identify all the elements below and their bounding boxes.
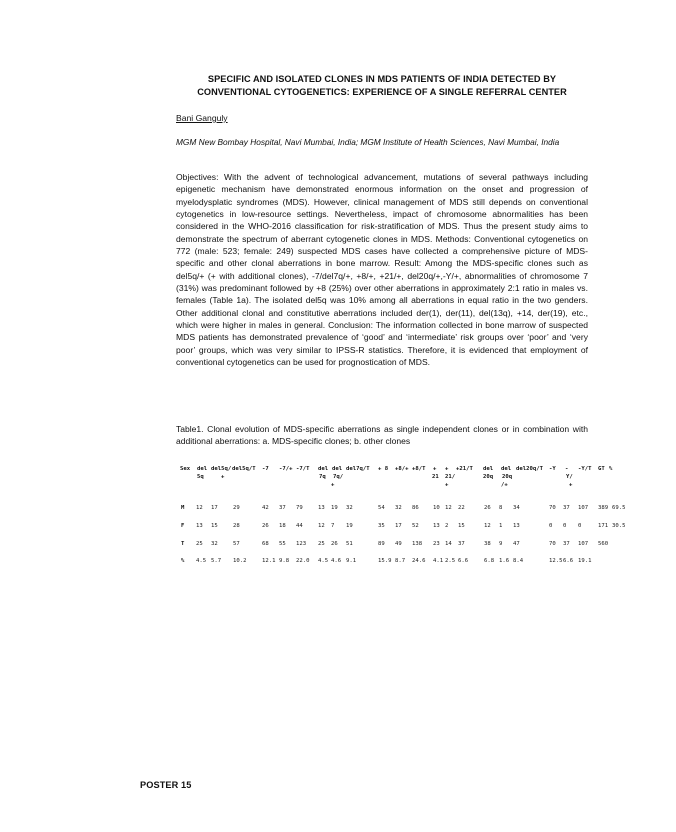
table-cell: 12 — [445, 505, 452, 511]
table-cell: 15.9 — [378, 558, 392, 564]
table-header-cell: - — [565, 466, 569, 472]
table-header-cell: + — [445, 482, 449, 488]
table-cell: M — [181, 505, 185, 511]
table-header-cell: +21/T — [456, 466, 473, 472]
table-cell: 32 — [211, 541, 218, 547]
table-cell: % — [181, 558, 185, 564]
table-cell: 12 — [318, 523, 325, 529]
table-cell: 19 — [331, 505, 338, 511]
table-cell: 79 — [296, 505, 303, 511]
table-cell: 15 — [458, 523, 465, 529]
table-cell: 14 — [445, 541, 452, 547]
author-name: Bani Ganguly — [176, 113, 228, 123]
table-header-cell: % — [609, 466, 613, 472]
table-cell: 9.8 — [279, 558, 290, 564]
table-cell: 38 — [484, 541, 491, 547]
table-header-cell: del — [332, 466, 343, 472]
table-cell: 123 — [296, 541, 307, 547]
table-cell: 37 — [458, 541, 465, 547]
table-cell: 17 — [211, 505, 218, 511]
table-cell: 47 — [513, 541, 520, 547]
table-header-cell: + — [433, 466, 437, 472]
table-cell: 10 — [433, 505, 440, 511]
table-cell: 37 — [563, 505, 570, 511]
table-cell: 54 — [378, 505, 385, 511]
table-cell: 9 — [499, 541, 503, 547]
table-header-cell: 21/ — [445, 474, 456, 480]
table-cell: 18 — [279, 523, 286, 529]
table-cell: 42 — [262, 505, 269, 511]
table-cell: 12 — [484, 523, 491, 529]
table-cell: 0 — [549, 523, 553, 529]
table-cell: 2.5 — [445, 558, 456, 564]
table-cell: 4.6 — [331, 558, 342, 564]
table-caption: Table1. Clonal evolution of MDS-specific aberrations as single independent clones or in combination with additional aberrations: a. MDS-specific clones; b. other clones — [176, 424, 588, 447]
table-cell: 30.5 — [612, 523, 626, 529]
table-cell: 29 — [233, 505, 240, 511]
table-cell: 6.6 — [458, 558, 469, 564]
table-cell: 22 — [458, 505, 465, 511]
table-cell: 69.5 — [612, 505, 626, 511]
table-cell: 6.8 — [484, 558, 495, 564]
table-cell: 26 — [331, 541, 338, 547]
table-cell: 15 — [211, 523, 218, 529]
table-header-cell: 5q — [197, 474, 204, 480]
table-cell: 4.5 — [196, 558, 207, 564]
table-header-cell: del5q/ — [211, 466, 232, 472]
table-header-cell: 7q — [319, 474, 326, 480]
abstract-text: Objectives: With the advent of technological advancement, mutations of several pathways including epigenetic mechanism have demonstrated enormous information on the onset and progression of myelodysplatic syndromes (MDS). However, clinical management of MDS still depends on conventional cytogenetics in low-resource settings. Nevertheless, impact of chromosome abnormalities has been considered in the WHO-2016 classification for risk-stratification of MDS. Thus the present study aims to demonstrate the spectrum of aberrant cytogenetic clones in MDS. Methods: Conventional cytogenetics on 772 (male: 523; female: 249) suspected MDS cases have collected a comprehensive picture of MDS-specific and other clonal aberrations in bone marrow. Result: Among the MDS-specific clones such as del5q/+ (+ with additional clones), -7/del7q/+, +8/+, +21/+, del20q/+,-Y/+, abnormalities of chromosome 7 (31%) was predominant followed by +8 (25%) over other aberrations in approximately 2:1 ratio in males vs. females (Table 1a). The isolated del5q was 10% among all aberrations in equal ratio in the two genders. Other additional clonal and constitutive aberrations included der(1), der(11), del(13q), +14, der(19), etc., which were higher in males in general. Conclusion: The information collected in bone marrow of suspected MDS patients has demonstrated prevalence of ‘good’ and ‘intermediate’ risk groups over ‘poor’ and ‘very poor’ groups, which was very similar to IPSS-R statistics. Therefore, it is evidenced that employment of conventional cytogenetics can be used for prognostication of MDS. — [176, 172, 588, 368]
table-cell: 0 — [563, 523, 567, 529]
table-cell: 49 — [395, 541, 402, 547]
table-header-cell: Y/ — [566, 474, 573, 480]
table-cell: 12.5 — [549, 558, 563, 564]
table-header-cell: del7q/T — [346, 466, 370, 472]
table-cell: 1.6 — [499, 558, 510, 564]
table-cell: 19.1 — [578, 558, 592, 564]
table-cell: 17 — [395, 523, 402, 529]
affiliation: MGM New Bombay Hospital, Navi Mumbai, India; MGM Institute of Health Sciences, Navi Mumbai, India — [176, 137, 560, 147]
table-cell: 12.1 — [262, 558, 276, 564]
table-cell: 4.5 — [318, 558, 329, 564]
table-cell: 26 — [262, 523, 269, 529]
table-cell: 26 — [484, 505, 491, 511]
table-cell: 68 — [262, 541, 269, 547]
table-header-cell: -7/+ — [279, 466, 293, 472]
table-cell: 51 — [346, 541, 353, 547]
table-header-cell: + — [445, 466, 449, 472]
table-header-cell: 20q — [502, 474, 513, 480]
table-cell: 32 — [395, 505, 402, 511]
table-cell: 22.0 — [296, 558, 310, 564]
table-cell: 28 — [233, 523, 240, 529]
table-header-cell: +8/+ — [395, 466, 409, 472]
table-cell: 34 — [513, 505, 520, 511]
table-cell: 37 — [563, 541, 570, 547]
table-cell: 6.6 — [563, 558, 574, 564]
table-cell: F — [181, 523, 185, 529]
table-cell: 0 — [578, 523, 582, 529]
table-header-cell: + — [569, 482, 573, 488]
table-cell: T — [181, 541, 185, 547]
table-cell: 24.6 — [412, 558, 426, 564]
table-cell: 13 — [433, 523, 440, 529]
table-cell: 86 — [412, 505, 419, 511]
table-header-cell: Sex — [180, 466, 191, 472]
table-cell: 70 — [549, 541, 556, 547]
table-cell: 5.7 — [211, 558, 222, 564]
table-cell: 7 — [331, 523, 335, 529]
table-cell: 8.7 — [395, 558, 406, 564]
table-cell: 52 — [412, 523, 419, 529]
table-cell: 35 — [378, 523, 385, 529]
table-cell: 55 — [279, 541, 286, 547]
table-header-cell: del — [501, 466, 512, 472]
table-cell: 171 — [598, 523, 609, 529]
table-header-cell: del — [197, 466, 208, 472]
table-header-cell: -7/T — [296, 466, 310, 472]
table-header-cell: 20q — [483, 474, 494, 480]
table-header-cell: 7q/ — [333, 474, 344, 480]
table-header-cell: 21 — [432, 474, 439, 480]
table-header-cell: del — [318, 466, 329, 472]
table-header-cell: -7 — [262, 466, 269, 472]
table-cell: 13 — [513, 523, 520, 529]
table-header-cell: -Y/T — [578, 466, 592, 472]
table-cell: 12 — [196, 505, 203, 511]
table-cell: 138 — [412, 541, 423, 547]
table-cell: 9.1 — [346, 558, 357, 564]
table-cell: 13 — [196, 523, 203, 529]
table-header-cell: +8/T — [412, 466, 426, 472]
table-header-cell: del — [483, 466, 494, 472]
table-cell: 19 — [346, 523, 353, 529]
table-header-cell: + 8 — [378, 466, 389, 472]
table-cell: 89 — [378, 541, 385, 547]
table-cell: 389 — [598, 505, 609, 511]
table-cell: 8.4 — [513, 558, 524, 564]
table-cell: 107 — [578, 541, 589, 547]
table-cell: 2 — [445, 523, 449, 529]
table-cell: 107 — [578, 505, 589, 511]
table-header-cell: /+ — [501, 482, 508, 488]
table-cell: 23 — [433, 541, 440, 547]
table-cell: 70 — [549, 505, 556, 511]
table-header-cell: GT — [598, 466, 605, 472]
table-cell: 4.1 — [433, 558, 444, 564]
table-header-cell: del20q/T — [516, 466, 543, 472]
table-header-cell: -Y — [549, 466, 556, 472]
table-header-cell: + — [221, 474, 225, 480]
paper-title: SPECIFIC AND ISOLATED CLONES IN MDS PATIENTS OF INDIA DETECTED BY CONVENTIONAL CYTOGENETICS: EXPERIENCE OF A SINGLE REFERRAL CENTER — [197, 74, 567, 97]
table-header-cell: + — [331, 482, 335, 488]
table-cell: 57 — [233, 541, 240, 547]
table-cell: 13 — [318, 505, 325, 511]
table-cell: 1 — [499, 523, 503, 529]
poster-label: POSTER 15 — [140, 780, 192, 790]
table-header-cell: del5q/T — [232, 466, 256, 472]
table-cell: 44 — [296, 523, 303, 529]
table-cell: 32 — [346, 505, 353, 511]
table-cell: 560 — [598, 541, 609, 547]
table-cell: 25 — [196, 541, 203, 547]
table-cell: 25 — [318, 541, 325, 547]
table-cell: 8 — [499, 505, 503, 511]
table-cell: 10.2 — [233, 558, 247, 564]
table-cell: 37 — [279, 505, 286, 511]
